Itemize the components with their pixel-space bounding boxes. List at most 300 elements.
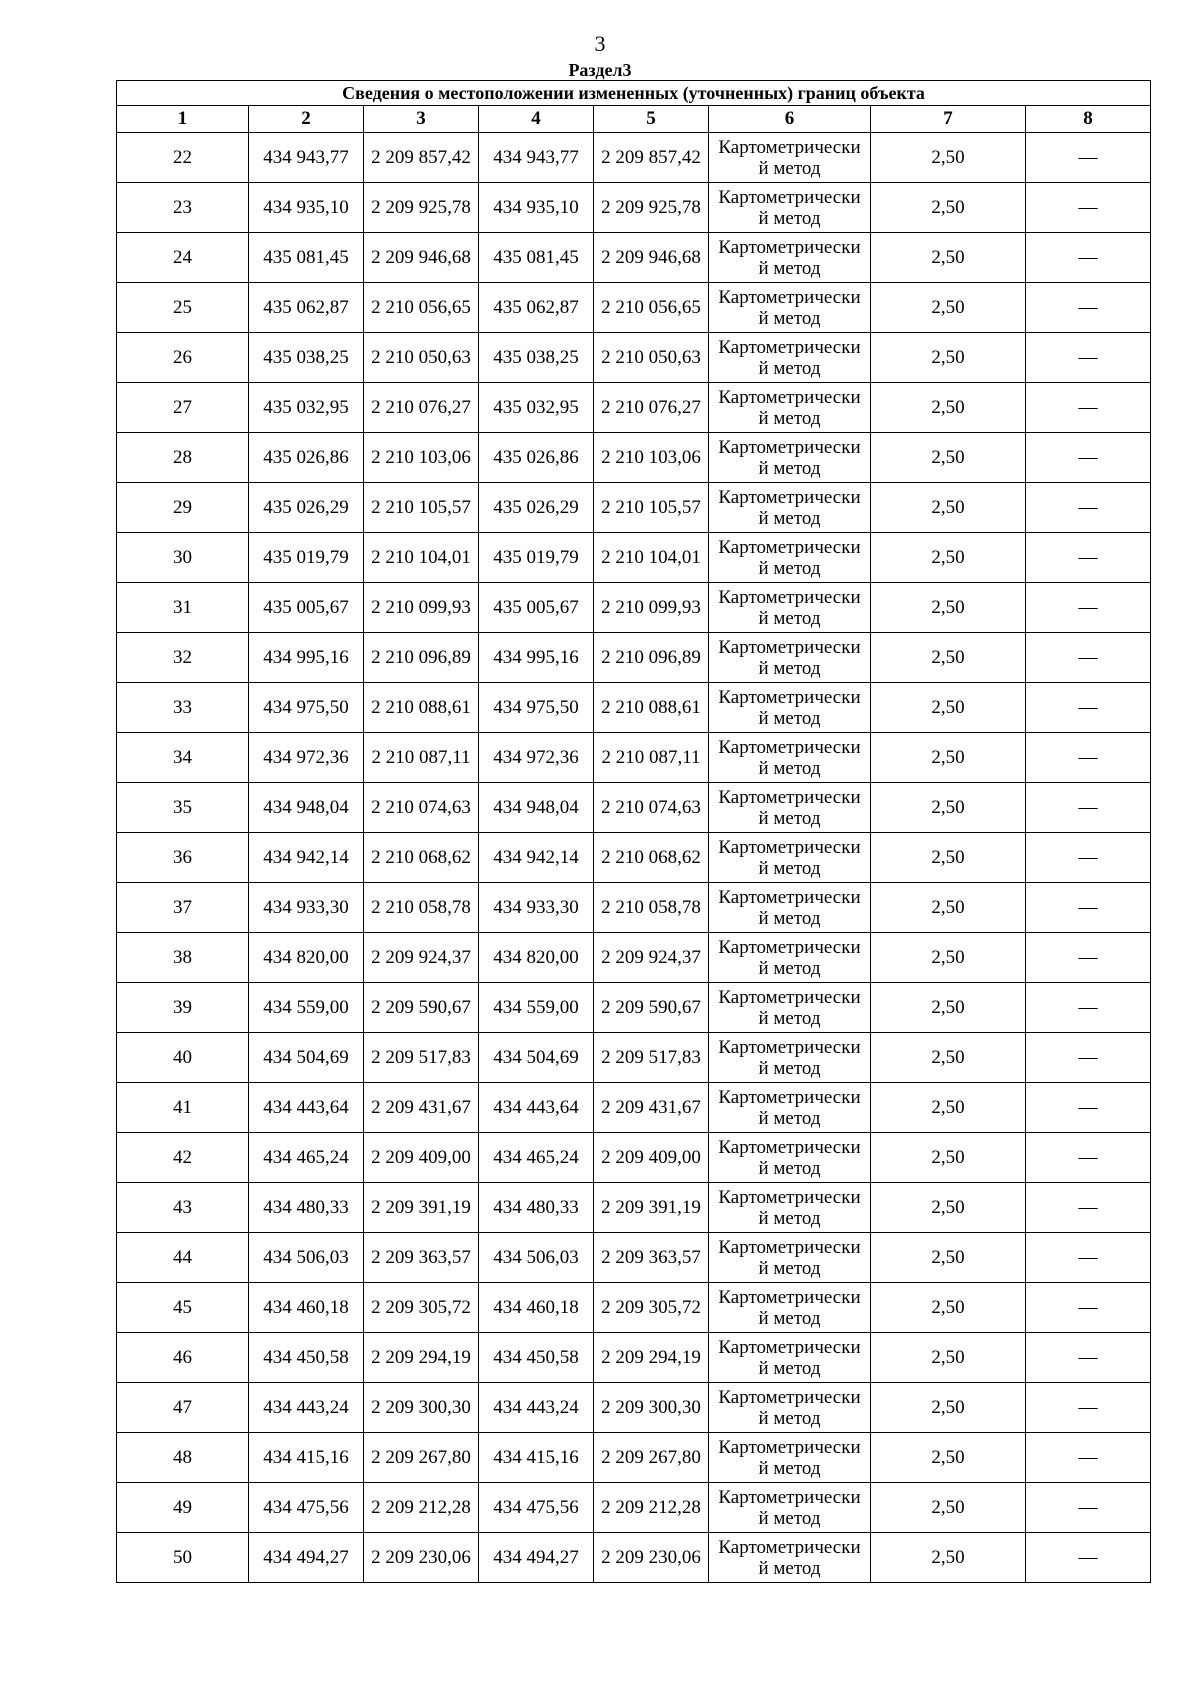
accuracy-cell: 2,50 xyxy=(871,1483,1026,1533)
method-cell xyxy=(709,133,871,183)
column-header: 6 xyxy=(709,106,871,133)
method-text-line: й метод xyxy=(758,307,821,329)
table-caption-row xyxy=(117,81,1151,106)
description-cell: — xyxy=(1026,633,1151,683)
description-cell: — xyxy=(1026,733,1151,783)
x-existing-cell: 435 081,45 xyxy=(249,233,364,283)
x-new-cell: 435 081,45 xyxy=(479,233,594,283)
point-number-cell: 44 xyxy=(117,1233,249,1283)
column-header: 8 xyxy=(1026,106,1151,133)
accuracy-cell: 2,50 xyxy=(871,1333,1026,1383)
y-existing-cell: 2 209 363,57 xyxy=(364,1233,479,1283)
x-new-cell: 434 995,16 xyxy=(479,633,594,683)
y-existing-cell: 2 209 391,19 xyxy=(364,1183,479,1233)
table-row xyxy=(117,683,1151,733)
method-cell xyxy=(709,433,871,483)
x-existing-cell: 434 935,10 xyxy=(249,183,364,233)
method-text-line: й метод xyxy=(758,1507,821,1529)
y-new-cell: 2 209 925,78 xyxy=(594,183,709,233)
point-number-cell: 50 xyxy=(117,1533,249,1583)
table-row xyxy=(117,1433,1151,1483)
description-cell: — xyxy=(1026,1183,1151,1233)
column-header-row xyxy=(117,106,1151,133)
method-text-line: Картометрически xyxy=(718,1536,861,1558)
table-row xyxy=(117,1083,1151,1133)
method-text-line: Картометрически xyxy=(718,1486,861,1508)
method-text-line: й метод xyxy=(758,957,821,979)
x-existing-cell: 434 559,00 xyxy=(249,983,364,1033)
point-number-cell: 26 xyxy=(117,333,249,383)
x-existing-cell: 434 506,03 xyxy=(249,1233,364,1283)
y-new-cell: 2 209 590,67 xyxy=(594,983,709,1033)
accuracy-cell: 2,50 xyxy=(871,1383,1026,1433)
method-text-line: Картометрически xyxy=(718,286,861,308)
table-row xyxy=(117,583,1151,633)
table-row xyxy=(117,383,1151,433)
description-cell: — xyxy=(1026,683,1151,733)
point-number-cell: 36 xyxy=(117,833,249,883)
method-text-line: Картометрически xyxy=(718,1086,861,1108)
accuracy-cell: 2,50 xyxy=(871,283,1026,333)
method-text-line: й метод xyxy=(758,707,821,729)
method-cell xyxy=(709,683,871,733)
point-number-cell: 23 xyxy=(117,183,249,233)
y-new-cell: 2 209 267,80 xyxy=(594,1433,709,1483)
x-new-cell: 435 032,95 xyxy=(479,383,594,433)
method-text-line: Картометрически xyxy=(718,636,861,658)
accuracy-cell: 2,50 xyxy=(871,1183,1026,1233)
method-cell xyxy=(709,1033,871,1083)
method-text-line: Картометрически xyxy=(718,186,861,208)
method-text-line: Картометрически xyxy=(718,836,861,858)
method-cell xyxy=(709,833,871,883)
page-number: 3 xyxy=(594,31,606,56)
accuracy-cell: 2,50 xyxy=(871,1533,1026,1583)
method-text-line: й метод xyxy=(758,1057,821,1079)
table-row xyxy=(117,1483,1151,1533)
x-existing-cell: 435 038,25 xyxy=(249,333,364,383)
point-number-cell: 29 xyxy=(117,483,249,533)
x-existing-cell: 434 820,00 xyxy=(249,933,364,983)
method-text-line: Картометрически xyxy=(718,236,861,258)
x-new-cell: 434 506,03 xyxy=(479,1233,594,1283)
y-existing-cell: 2 209 409,00 xyxy=(364,1133,479,1183)
method-cell xyxy=(709,1333,871,1383)
y-existing-cell: 2 210 096,89 xyxy=(364,633,479,683)
x-existing-cell: 434 465,24 xyxy=(249,1133,364,1183)
point-number-cell: 48 xyxy=(117,1433,249,1483)
y-existing-cell: 2 209 946,68 xyxy=(364,233,479,283)
description-cell: — xyxy=(1026,783,1151,833)
method-text-line: Картометрически xyxy=(718,1436,861,1458)
description-cell: — xyxy=(1026,283,1151,333)
section-title: Раздел3 xyxy=(568,60,632,80)
point-number-cell: 28 xyxy=(117,433,249,483)
table-row xyxy=(117,283,1151,333)
table-row xyxy=(117,933,1151,983)
method-text-line: й метод xyxy=(758,1007,821,1029)
method-text-line: й метод xyxy=(758,1457,821,1479)
method-text-line: Картометрически xyxy=(718,886,861,908)
method-cell xyxy=(709,1483,871,1533)
description-cell: — xyxy=(1026,1333,1151,1383)
x-new-cell: 434 415,16 xyxy=(479,1433,594,1483)
y-existing-cell: 2 209 925,78 xyxy=(364,183,479,233)
method-cell xyxy=(709,1133,871,1183)
method-cell xyxy=(709,283,871,333)
method-cell xyxy=(709,1233,871,1283)
description-cell: — xyxy=(1026,1233,1151,1283)
y-new-cell: 2 210 105,57 xyxy=(594,483,709,533)
x-existing-cell: 434 415,16 xyxy=(249,1433,364,1483)
description-cell: — xyxy=(1026,983,1151,1033)
method-text-line: Картометрически xyxy=(718,586,861,608)
point-number-cell: 49 xyxy=(117,1483,249,1533)
accuracy-cell: 2,50 xyxy=(871,933,1026,983)
accuracy-cell: 2,50 xyxy=(871,1233,1026,1283)
point-number-cell: 41 xyxy=(117,1083,249,1133)
method-cell xyxy=(709,1083,871,1133)
method-text-line: Картометрически xyxy=(718,436,861,458)
x-new-cell: 434 443,64 xyxy=(479,1083,594,1133)
method-text-line: Картометрически xyxy=(718,936,861,958)
method-cell xyxy=(709,783,871,833)
y-new-cell: 2 210 058,78 xyxy=(594,883,709,933)
x-existing-cell: 434 942,14 xyxy=(249,833,364,883)
description-cell: — xyxy=(1026,1433,1151,1483)
point-number-cell: 24 xyxy=(117,233,249,283)
x-existing-cell: 434 933,30 xyxy=(249,883,364,933)
table-row xyxy=(117,1533,1151,1583)
point-number-cell: 30 xyxy=(117,533,249,583)
description-cell: — xyxy=(1026,933,1151,983)
y-new-cell: 2 210 096,89 xyxy=(594,633,709,683)
accuracy-cell: 2,50 xyxy=(871,733,1026,783)
description-cell: — xyxy=(1026,1383,1151,1433)
table-row xyxy=(117,783,1151,833)
y-new-cell: 2 210 099,93 xyxy=(594,583,709,633)
method-text-line: й метод xyxy=(758,757,821,779)
accuracy-cell: 2,50 xyxy=(871,333,1026,383)
y-new-cell: 2 210 103,06 xyxy=(594,433,709,483)
method-text-line: й метод xyxy=(758,1257,821,1279)
accuracy-cell: 2,50 xyxy=(871,833,1026,883)
y-new-cell: 2 210 076,27 xyxy=(594,383,709,433)
x-existing-cell: 434 460,18 xyxy=(249,1283,364,1333)
table-row xyxy=(117,133,1151,183)
method-text-line: й метод xyxy=(758,507,821,529)
method-text-line: й метод xyxy=(758,607,821,629)
x-existing-cell: 434 975,50 xyxy=(249,683,364,733)
y-existing-cell: 2 209 857,42 xyxy=(364,133,479,183)
table-body xyxy=(117,133,1151,1583)
point-number-cell: 43 xyxy=(117,1183,249,1233)
description-cell: — xyxy=(1026,833,1151,883)
x-existing-cell: 435 005,67 xyxy=(249,583,364,633)
y-new-cell: 2 209 924,37 xyxy=(594,933,709,983)
y-new-cell: 2 210 056,65 xyxy=(594,283,709,333)
coordinates-table xyxy=(116,80,1151,1583)
y-existing-cell: 2 210 068,62 xyxy=(364,833,479,883)
point-number-cell: 32 xyxy=(117,633,249,683)
method-cell xyxy=(709,1383,871,1433)
x-new-cell: 435 038,25 xyxy=(479,333,594,383)
x-new-cell: 435 062,87 xyxy=(479,283,594,333)
y-new-cell: 2 209 517,83 xyxy=(594,1033,709,1083)
method-text-line: й метод xyxy=(758,207,821,229)
method-text-line: Картометрически xyxy=(718,1336,861,1358)
table-row xyxy=(117,433,1151,483)
method-text-line: й метод xyxy=(758,1107,821,1129)
x-new-cell: 434 935,10 xyxy=(479,183,594,233)
method-text-line: Картометрически xyxy=(718,1136,861,1158)
x-new-cell: 434 559,00 xyxy=(479,983,594,1033)
x-new-cell: 435 019,79 xyxy=(479,533,594,583)
y-existing-cell: 2 210 056,65 xyxy=(364,283,479,333)
method-cell xyxy=(709,583,871,633)
table-row xyxy=(117,1183,1151,1233)
method-text-line: й метод xyxy=(758,157,821,179)
y-new-cell: 2 209 363,57 xyxy=(594,1233,709,1283)
x-existing-cell: 435 026,29 xyxy=(249,483,364,533)
y-existing-cell: 2 209 305,72 xyxy=(364,1283,479,1333)
column-header: 3 xyxy=(364,106,479,133)
method-text-line: Картометрически xyxy=(718,736,861,758)
method-cell xyxy=(709,1533,871,1583)
x-new-cell: 434 820,00 xyxy=(479,933,594,983)
method-text-line: Картометрически xyxy=(718,1236,861,1258)
method-text-line: й метод xyxy=(758,557,821,579)
x-new-cell: 434 443,24 xyxy=(479,1383,594,1433)
table-row xyxy=(117,1283,1151,1333)
x-new-cell: 434 465,24 xyxy=(479,1133,594,1183)
method-text-line: й метод xyxy=(758,257,821,279)
table-row xyxy=(117,333,1151,383)
x-existing-cell: 434 443,64 xyxy=(249,1083,364,1133)
method-text-line: й метод xyxy=(758,657,821,679)
accuracy-cell: 2,50 xyxy=(871,383,1026,433)
method-cell xyxy=(709,233,871,283)
description-cell: — xyxy=(1026,583,1151,633)
x-new-cell: 434 475,56 xyxy=(479,1483,594,1533)
accuracy-cell: 2,50 xyxy=(871,183,1026,233)
x-existing-cell: 434 443,24 xyxy=(249,1383,364,1433)
table-row xyxy=(117,733,1151,783)
x-existing-cell: 434 475,56 xyxy=(249,1483,364,1533)
y-new-cell: 2 210 068,62 xyxy=(594,833,709,883)
column-header: 5 xyxy=(594,106,709,133)
method-text-line: й метод xyxy=(758,457,821,479)
y-existing-cell: 2 209 294,19 xyxy=(364,1333,479,1383)
accuracy-cell: 2,50 xyxy=(871,1083,1026,1133)
y-new-cell: 2 209 230,06 xyxy=(594,1533,709,1583)
x-new-cell: 434 933,30 xyxy=(479,883,594,933)
x-new-cell: 434 975,50 xyxy=(479,683,594,733)
method-text-line: й метод xyxy=(758,1407,821,1429)
method-text-line: й метод xyxy=(758,1357,821,1379)
method-text-line: Картометрически xyxy=(718,1036,861,1058)
point-number-cell: 22 xyxy=(117,133,249,183)
y-existing-cell: 2 209 431,67 xyxy=(364,1083,479,1133)
method-text-line: й метод xyxy=(758,1307,821,1329)
method-text-line: й метод xyxy=(758,357,821,379)
method-cell xyxy=(709,883,871,933)
y-existing-cell: 2 210 074,63 xyxy=(364,783,479,833)
method-cell xyxy=(709,1283,871,1333)
method-cell xyxy=(709,983,871,1033)
x-existing-cell: 435 019,79 xyxy=(249,533,364,583)
accuracy-cell: 2,50 xyxy=(871,433,1026,483)
y-existing-cell: 2 209 267,80 xyxy=(364,1433,479,1483)
method-cell xyxy=(709,183,871,233)
table-caption: Сведения о местоположении измененных (уточненных) границ объекта xyxy=(117,81,1151,106)
x-existing-cell: 434 972,36 xyxy=(249,733,364,783)
accuracy-cell: 2,50 xyxy=(871,783,1026,833)
method-text-line: й метод xyxy=(758,857,821,879)
description-cell: — xyxy=(1026,1033,1151,1083)
y-existing-cell: 2 210 105,57 xyxy=(364,483,479,533)
x-new-cell: 434 942,14 xyxy=(479,833,594,883)
y-existing-cell: 2 210 087,11 xyxy=(364,733,479,783)
method-text-line: Картометрически xyxy=(718,536,861,558)
accuracy-cell: 2,50 xyxy=(871,983,1026,1033)
method-cell xyxy=(709,1183,871,1233)
method-text-line: й метод xyxy=(758,1557,821,1579)
point-number-cell: 39 xyxy=(117,983,249,1033)
y-existing-cell: 2 209 517,83 xyxy=(364,1033,479,1083)
y-new-cell: 2 209 305,72 xyxy=(594,1283,709,1333)
y-new-cell: 2 209 409,00 xyxy=(594,1133,709,1183)
accuracy-cell: 2,50 xyxy=(871,483,1026,533)
x-existing-cell: 434 450,58 xyxy=(249,1333,364,1383)
table-row xyxy=(117,633,1151,683)
method-cell xyxy=(709,333,871,383)
method-text-line: Картометрически xyxy=(718,786,861,808)
table-row xyxy=(117,483,1151,533)
method-text-line: й метод xyxy=(758,1207,821,1229)
point-number-cell: 25 xyxy=(117,283,249,333)
y-existing-cell: 2 210 104,01 xyxy=(364,533,479,583)
y-existing-cell: 2 209 924,37 xyxy=(364,933,479,983)
accuracy-cell: 2,50 xyxy=(871,233,1026,283)
y-new-cell: 2 210 087,11 xyxy=(594,733,709,783)
method-text-line: й метод xyxy=(758,807,821,829)
point-number-cell: 40 xyxy=(117,1033,249,1083)
x-new-cell: 435 026,29 xyxy=(479,483,594,533)
y-existing-cell: 2 210 058,78 xyxy=(364,883,479,933)
description-cell: — xyxy=(1026,133,1151,183)
method-cell xyxy=(709,383,871,433)
accuracy-cell: 2,50 xyxy=(871,683,1026,733)
method-text-line: Картометрически xyxy=(718,1286,861,1308)
method-text-line: Картометрически xyxy=(718,486,861,508)
y-existing-cell: 2 210 076,27 xyxy=(364,383,479,433)
x-existing-cell: 434 480,33 xyxy=(249,1183,364,1233)
method-text-line: й метод xyxy=(758,1157,821,1179)
y-existing-cell: 2 210 099,93 xyxy=(364,583,479,633)
point-number-cell: 42 xyxy=(117,1133,249,1183)
x-new-cell: 434 494,27 xyxy=(479,1533,594,1583)
description-cell: — xyxy=(1026,333,1151,383)
column-header: 7 xyxy=(871,106,1026,133)
point-number-cell: 34 xyxy=(117,733,249,783)
y-existing-cell: 2 210 088,61 xyxy=(364,683,479,733)
table-row xyxy=(117,1233,1151,1283)
method-text-line: Картометрически xyxy=(718,136,861,158)
y-existing-cell: 2 209 230,06 xyxy=(364,1533,479,1583)
x-existing-cell: 435 032,95 xyxy=(249,383,364,433)
accuracy-cell: 2,50 xyxy=(871,1133,1026,1183)
method-text-line: Картометрически xyxy=(718,386,861,408)
y-existing-cell: 2 210 050,63 xyxy=(364,333,479,383)
table-row xyxy=(117,183,1151,233)
y-existing-cell: 2 209 300,30 xyxy=(364,1383,479,1433)
y-new-cell: 2 210 074,63 xyxy=(594,783,709,833)
x-new-cell: 434 480,33 xyxy=(479,1183,594,1233)
method-cell xyxy=(709,633,871,683)
y-new-cell: 2 209 431,67 xyxy=(594,1083,709,1133)
y-new-cell: 2 209 857,42 xyxy=(594,133,709,183)
accuracy-cell: 2,50 xyxy=(871,583,1026,633)
point-number-cell: 46 xyxy=(117,1333,249,1383)
method-text-line: й метод xyxy=(758,907,821,929)
method-cell xyxy=(709,533,871,583)
method-cell xyxy=(709,483,871,533)
x-existing-cell: 435 062,87 xyxy=(249,283,364,333)
x-existing-cell: 435 026,86 xyxy=(249,433,364,483)
description-cell: — xyxy=(1026,383,1151,433)
accuracy-cell: 2,50 xyxy=(871,1033,1026,1083)
description-cell: — xyxy=(1026,1283,1151,1333)
column-header: 1 xyxy=(117,106,249,133)
y-new-cell: 2 209 391,19 xyxy=(594,1183,709,1233)
method-text-line: Картометрически xyxy=(718,1386,861,1408)
accuracy-cell: 2,50 xyxy=(871,1283,1026,1333)
y-new-cell: 2 209 946,68 xyxy=(594,233,709,283)
table-row xyxy=(117,1333,1151,1383)
description-cell: — xyxy=(1026,1133,1151,1183)
description-cell: — xyxy=(1026,1083,1151,1133)
table-row xyxy=(117,1383,1151,1433)
column-header: 2 xyxy=(249,106,364,133)
y-existing-cell: 2 209 212,28 xyxy=(364,1483,479,1533)
point-number-cell: 31 xyxy=(117,583,249,633)
x-new-cell: 434 460,18 xyxy=(479,1283,594,1333)
x-new-cell: 434 450,58 xyxy=(479,1333,594,1383)
table-row xyxy=(117,1133,1151,1183)
point-number-cell: 35 xyxy=(117,783,249,833)
point-number-cell: 45 xyxy=(117,1283,249,1333)
y-new-cell: 2 210 088,61 xyxy=(594,683,709,733)
method-cell xyxy=(709,1433,871,1483)
x-existing-cell: 434 943,77 xyxy=(249,133,364,183)
x-existing-cell: 434 494,27 xyxy=(249,1533,364,1583)
x-new-cell: 435 005,67 xyxy=(479,583,594,633)
table-row xyxy=(117,1033,1151,1083)
x-existing-cell: 434 995,16 xyxy=(249,633,364,683)
table-row xyxy=(117,833,1151,883)
table-row xyxy=(117,533,1151,583)
description-cell: — xyxy=(1026,1483,1151,1533)
method-text-line: Картометрически xyxy=(718,686,861,708)
table-row xyxy=(117,883,1151,933)
description-cell: — xyxy=(1026,233,1151,283)
x-new-cell: 434 972,36 xyxy=(479,733,594,783)
method-cell xyxy=(709,733,871,783)
description-cell: — xyxy=(1026,483,1151,533)
point-number-cell: 37 xyxy=(117,883,249,933)
point-number-cell: 27 xyxy=(117,383,249,433)
